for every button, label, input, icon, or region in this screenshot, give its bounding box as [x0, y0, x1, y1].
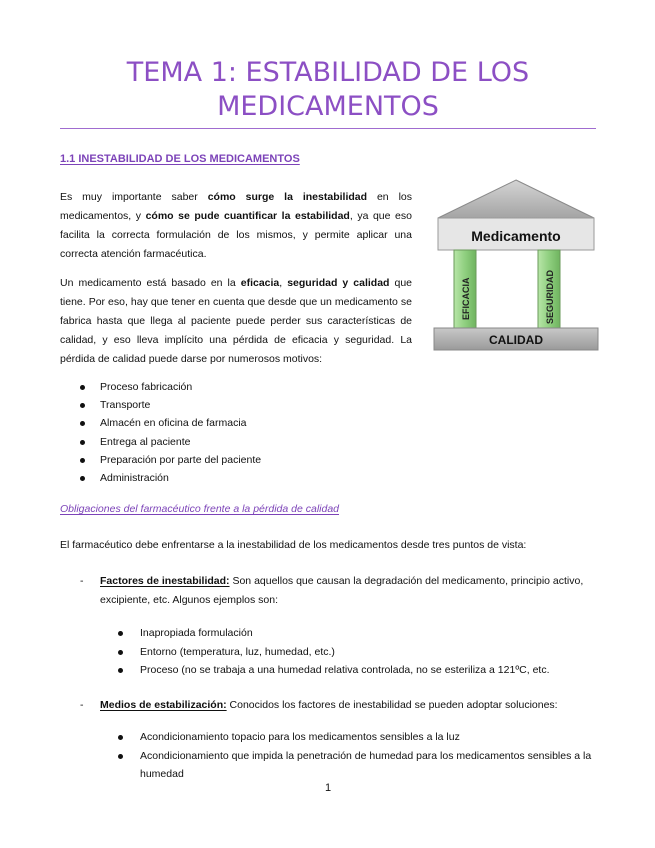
intro-paragraph: El farmacéutico debe enfrentarse a la inestabilidad de los medicamentos desde tres puntos de vista: [60, 539, 527, 551]
para2-text-3: que tiene. Por eso, hay que tener en cuenta que desde que un medicamento se fabrica hasta que llega al paciente puede perder sus características de calidad, y eso lleva implícito una pérdida de eficacia y seguridad. La pérdida de calidad puede darse por numerosos motivos: [60, 277, 413, 365]
factors-body [100, 572, 600, 610]
list-item: Transporte [80, 396, 261, 414]
list-item: Entorno (temperatura, luz, humedad, etc.) [118, 643, 600, 662]
subheading-obligations: Obligaciones del farmacéutico frente a la pérdida de calidad [60, 503, 340, 515]
paragraph-intro [60, 188, 412, 264]
dash-marker: - [80, 699, 84, 711]
instability-examples-list [118, 624, 600, 680]
means-body [100, 696, 600, 715]
figure-top-label: Medicamento [471, 228, 561, 244]
dash-marker: - [80, 575, 84, 587]
para2-bold-1: eficacia [240, 277, 280, 289]
list-item: Almacén en oficina de farmacia [80, 414, 261, 432]
list-item: Inapropiada formulación [118, 624, 600, 643]
list-item: Acondicionamiento que impida la penetración de humedad para los medicamentos sensibles a la humedad [118, 747, 600, 784]
para2-bold-2: seguridad y calidad [287, 277, 390, 289]
factors-label: Factores de inestabilidad: [100, 575, 230, 587]
para1-bold-1: cómo surge la inestabilidad [207, 191, 368, 203]
quality-loss-causes-list [80, 378, 261, 487]
title-divider [60, 128, 596, 129]
list-item: Entrega al paciente [80, 433, 261, 451]
list-item: Proceso fabricación [80, 378, 261, 396]
title-line-2: MEDICAMENTOS [217, 91, 439, 122]
figure-roof [438, 180, 594, 218]
figure-left-pillar-label: EFICACIA [461, 277, 471, 320]
para1-text-1: Es muy importante saber [60, 191, 208, 203]
factors-text: Son aquellos que causan la degradación del medicamento, principio activo, excipiente, etc. Algunos ejemplos son: [100, 575, 584, 606]
page-title [60, 56, 596, 124]
title-line-1: TEMA 1: ESTABILIDAD DE LOS [126, 57, 530, 88]
medicine-temple-figure [432, 178, 600, 352]
list-item: Preparación por parte del paciente [80, 451, 261, 469]
figure-right-pillar-label: SEGURIDAD [545, 269, 555, 324]
para2-text-2: , [279, 277, 288, 289]
para1-bold-2: cómo se pude cuantificar la estabilidad [145, 210, 350, 222]
means-text: Conocidos los factores de inestabilidad se pueden adoptar soluciones: [226, 699, 558, 711]
para1-text-2: en los medicamentos, y [60, 191, 412, 222]
section-heading: 1.1 INESTABILIDAD DE LOS MEDICAMENTOS [60, 153, 300, 165]
paragraph-quality [60, 274, 412, 369]
para1-text-3: , ya que eso facilita la correcta formulación de los mismos, y permite aplicar una correcta atención farmacéutica. [60, 210, 412, 260]
list-item: Administración [80, 469, 261, 487]
para2-text-1: Un medicamento está basado en la [60, 277, 241, 289]
page-number: 1 [324, 782, 332, 794]
stabilization-means-list [118, 728, 600, 784]
list-item: Proceso (no se trabaja a una humedad relativa controlada, no se esteriliza a 121ºC, etc. [118, 661, 600, 680]
figure-base-label: CALIDAD [489, 333, 543, 347]
list-item: Acondicionamiento topacio para los medicamentos sensibles a la luz [118, 728, 600, 747]
means-label: Medios de estabilización: [100, 699, 227, 711]
